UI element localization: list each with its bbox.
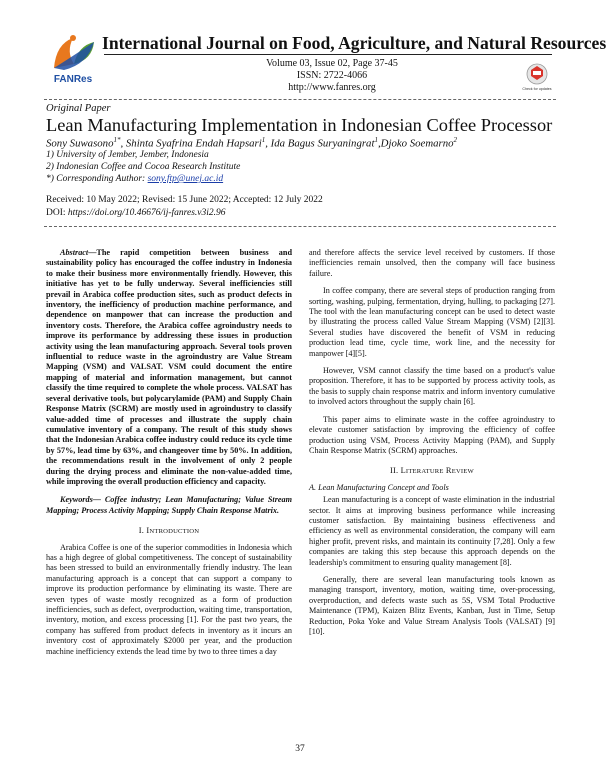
doi-link[interactable]: https://doi.org/10.46676/ij-fanres.v3i2.96 — [67, 208, 226, 218]
section-heading-introduction: I. INTRODUCTION — [138, 526, 200, 536]
affiliation-1: 1) University of Jember, Jember, Indonesia — [46, 150, 209, 160]
right-column — [309, 248, 555, 637]
affiliation-2: 2) Indonesian Coffee and Cocoa Research Institute — [46, 162, 241, 172]
author-list: Sony Suwasono$^{1*}$, Shinta Syafrina Endah Hapsari$^1$, Ida Bagus Suryaningrat$^1$,Djoko Soemarno$^2$ — [46, 136, 458, 150]
corresponding-label: *) Corresponding Author: — [46, 174, 148, 184]
paragraph-lean-tools: Generally, there are several lean manufacturing tools known as managing transport, inventory, motion, waiting time, over-processing, overproduction, and defects waste such as 5S, VSM Total Productive Maintenance (TPM), Kaizen Blitz Events, Kanban, Just in Time, Setup Reduction, Poka Yoke and Value Stream Analysis Tools (VALSAT) [9] [10]. — [309, 574, 555, 636]
author-affiliation-mark: 2 — [453, 136, 458, 144]
article-dates: Received: 10 May 2022; Revised: 15 June 2022; Accepted: 12 July 2022 — [46, 195, 323, 205]
paper-title: Lean Manufacturing Implementation in Indonesian Coffee Processor — [46, 115, 553, 135]
corresponding-email-link[interactable]: sony.ftp@unej.ac.id — [147, 174, 224, 184]
journal-title: International Journal on Food, Agriculture, and Natural Resources — [102, 33, 606, 53]
header-rule — [104, 54, 552, 55]
abstract — [46, 248, 292, 487]
issn-line: ISSN: 2722-4066 — [296, 70, 368, 81]
keywords-lead: Keywords — [60, 495, 93, 505]
abstract-lead: Abstract — [60, 248, 89, 257]
paragraph-aims: This paper aims to eliminate waste in the coffee agroindustry to elevate customer satisfaction by improving the efficiency of coffee production using VSM, Process Activity Mapping (PAM), and Supply Chain Response Matrix (SCRM) approaches. — [309, 414, 555, 455]
left-column — [46, 248, 292, 657]
paragraph-production-steps: In coffee company, there are several steps of production ranging from sorting, washing, pulping, fermentation, drying, hulling, to packaging [27]. The tool with the lean manufacturing concept can be used to detect waste by illustrating the process called Value Stream Mapping (VSM) [2][3]. Several studies have discovered the benefit of VSM in reducing production lead time, cycle time, work line, and the necessity for manpower [4][5]. — [309, 286, 555, 358]
page-number: 37 — [295, 744, 305, 754]
crossmark-text: Check for updates — [522, 87, 552, 91]
paragraph-continued: and therefore affects the service level received by customers. If those inefficiencies remain unsolved, then the company will face business failure. — [309, 248, 555, 278]
volume-line: Volume 03, Issue 02, Page 37-45 — [266, 58, 398, 69]
author-affiliation-mark: 1* — [113, 136, 121, 144]
crossmark-badge[interactable] — [524, 62, 550, 96]
author-name: Sony Suwasono — [46, 137, 114, 150]
keywords-text: — Coffee industry; Lean Manufacturing; Value Stream Mapping; Process Activity Mapping; Supply Chain Response Matrix. — [46, 495, 292, 515]
url-line[interactable]: http://www.fanres.org — [288, 82, 376, 93]
body-divider — [44, 226, 556, 227]
author-name: Shinta Syafrina Endah Hapsari — [125, 137, 262, 150]
logo-text: FANRes — [53, 74, 93, 85]
paragraph-lean-concept: Lean manufacturing is a concept of waste elimination in the industrial sector. It aims at improving business performance while increasing customer satisfaction. By maintaining business effectiveness and efficiency as well as environmental consideration, the company will earn higher profit, prevent risks, and maintain its continuity [7,28]. Only a few companies are taking this step because this approach depends on the leadership's commitment to ensuring quality management [8]. — [309, 495, 555, 567]
abstract-text: —The rapid competition between business and sustainability policy has encouraged the coffee industry in Indonesia to make their business more environmentally friendly. However, this initiative has yet to be fully underway. Several inefficiencies still prevail in Arabica coffee production sites, such as product defects in inventory, the inefficiency of production machine performance, and dependence on manpower that can increase the production and inventory costs. Therefore, the Arabica coffee agroindustry needs to improve its performance by addressing these issues in production activity using the lean manufacturing approach. Several tools proven influential to reduce waste in the agroindustry are Value Stream Mapping (VSM) and VALSAT. VSM could document the entire mapping of material and information management, but cannot classify the time required to complete the whole process. VALSAT has several derivative tools, but polycarylamide (PAM) and Supply Chain Response Matrix (SCRM) are mostly used in agroindustry to classify value-added time of processes and illustrate the supply chain cumulative inventory of a company. The result of this study shows that the Indonesian Arabica coffee industry could reduce its cycle time by 57%, lead time by 63%, and changeover time by 50%. In addition, the recommendations result in the involvement of only 2 people during the drying process and eliminate the non-value-added time, while improving the overall production efficiency and capacity. — [46, 248, 292, 486]
author-name: Ida Bagus Suryaningrat — [270, 137, 375, 150]
keywords — [46, 495, 292, 516]
doi-label: DOI: — [46, 208, 68, 218]
subsection-heading-a: A. Lean Manufacturing Concept and Tools — [309, 482, 449, 492]
section-heading-literature-review: II. LITERATURE REVIEW — [390, 466, 474, 476]
doi — [46, 208, 226, 218]
header-divider — [44, 99, 556, 100]
paragraph-vsm-limits: However, VSM cannot classify the time based on a product's value proposition. Therefore, it has to be supported by process activity tools, as the basis to supply chain response matrix and inform inventory cumulative to involved actors throughout the supply chain [6]. — [309, 366, 555, 407]
introduction-paragraph: Arabica Coffee is one of the superior commodities in Indonesia which has a high degree of global competitiveness. The concept of sustainability has been stressed to build an environmentally friendly industry. The lean manufacturing approach is a concept that can support a company to improve its production performance by eliminating its waste. There are seven types of waste mostly recognized as a form of production inefficiencies, such as defect, overproduction, waiting time, transportation, inventory, motion, and excess processing [1]. For the past two years, the company has suffered from product defects in inventory as it incurs an inventory cost of approximately $2000 per year, and the production machine inefficiency extends the lead time by two to three times a day — [46, 542, 292, 656]
author-affiliation-mark: 1 — [374, 136, 378, 144]
author-affiliation-mark: 1 — [261, 136, 266, 144]
corresponding-author — [46, 174, 223, 184]
paper-type: Original Paper — [46, 103, 111, 114]
journal-logo — [44, 30, 102, 88]
author-name: Djoko Soemarno — [380, 137, 454, 150]
